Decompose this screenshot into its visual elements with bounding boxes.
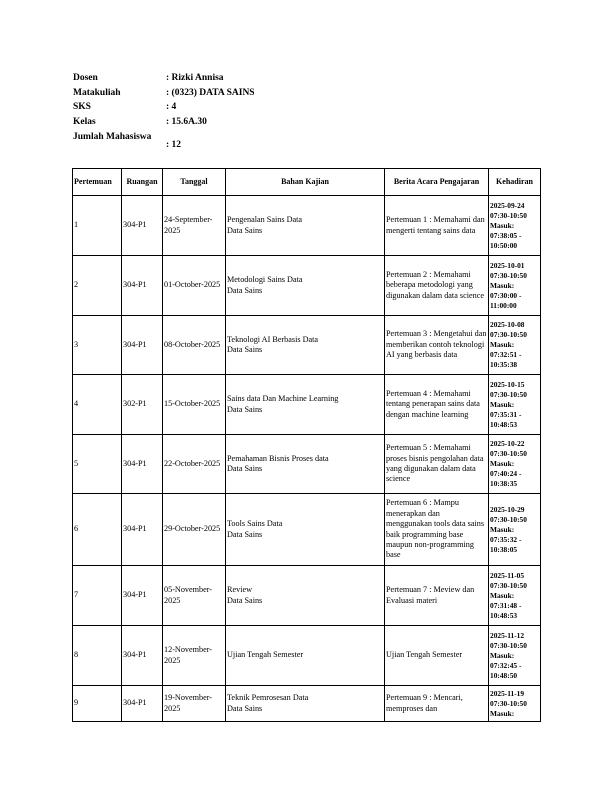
info-label: Kelas — [73, 116, 96, 127]
cell-bahan-kajian: Teknik Pemrosesan Data Data Sains — [226, 686, 385, 722]
cell-pertemuan: 3 — [73, 316, 122, 375]
cell-pertemuan: 7 — [73, 566, 122, 626]
cell-berita-acara: Pertemuan 5 : Memahami proses bisnis pengolahan data yang digunakan dalam data science — [385, 435, 489, 494]
attendance-table — [72, 168, 541, 722]
cell-ruangan: 304-P1 — [122, 256, 163, 316]
cell-pertemuan: 4 — [73, 375, 122, 435]
cell-kehadiran: 2025-09-24 07:30-10:50 Masuk: 07:38:05 - 10:50:00 — [489, 196, 541, 256]
table-row — [73, 375, 541, 435]
cell-berita-acara: Pertemuan 3 : Mengetahui dan memberikan contoh teknologi AI yang berbasis data — [385, 316, 489, 375]
cell-ruangan: 304-P1 — [122, 494, 163, 566]
cell-ruangan: 304-P1 — [122, 626, 163, 686]
cell-kehadiran: 2025-11-05 07:30-10:50 Masuk: 07:31:48 - 10:48:53 — [489, 566, 541, 626]
course-info — [73, 71, 255, 158]
cell-bahan-kajian: Review Data Sains — [226, 566, 385, 626]
cell-bahan-kajian: Pemahaman Bisnis Proses data Data Sains — [226, 435, 385, 494]
cell-ruangan: 304-P1 — [122, 196, 163, 256]
cell-bahan-kajian: Metodologi Sains Data Data Sains — [226, 256, 385, 316]
table-row — [73, 316, 541, 375]
info-value: : 15.6A.30 — [166, 116, 207, 127]
cell-tanggal: 29-October-2025 — [163, 494, 226, 566]
info-row-kelas — [73, 115, 255, 130]
cell-pertemuan: 8 — [73, 626, 122, 686]
cell-pertemuan: 2 — [73, 256, 122, 316]
cell-kehadiran: 2025-10-29 07:30-10:50 Masuk: 07:35:32 - 10:38:05 — [489, 494, 541, 566]
info-row-sks — [73, 100, 255, 115]
header-berita-acara: Berita Acara Pengajaran — [385, 169, 489, 196]
cell-ruangan: 302-P1 — [122, 375, 163, 435]
cell-tanggal: 05-November-2025 — [163, 566, 226, 626]
cell-kehadiran: 2025-10-15 07:30-10:50 Masuk: 07:35:31 - 10:48:53 — [489, 375, 541, 435]
cell-kehadiran: 2025-11-19 07:30-10:50 Masuk: — [489, 686, 541, 722]
cell-berita-acara: Pertemuan 6 : Mampu menerapkan dan menggunakan tools data sains baik programming base maupun non-programming base — [385, 494, 489, 566]
cell-berita-acara: Pertemuan 4 : Memahami tentang penerapan sains data dengan machine learning — [385, 375, 489, 435]
cell-pertemuan: 9 — [73, 686, 122, 722]
cell-berita-acara: Pertemuan 7 : Meview dan Evaluasi materi — [385, 566, 489, 626]
cell-tanggal: 01-October-2025 — [163, 256, 226, 316]
table-row — [73, 686, 541, 722]
cell-bahan-kajian: Tools Sains Data Data Sains — [226, 494, 385, 566]
cell-pertemuan: 6 — [73, 494, 122, 566]
cell-bahan-kajian: Sains data Dan Machine Learning Data Sains — [226, 375, 385, 435]
cell-kehadiran: 2025-11-12 07:30-10:50 Masuk: 07:32:45 - 10:48:50 — [489, 626, 541, 686]
cell-kehadiran: 2025-10-22 07:30-10:50 Masuk: 07:40:24 - 10:38:35 — [489, 435, 541, 494]
table-row — [73, 626, 541, 686]
cell-berita-acara: Ujian Tengah Semester — [385, 626, 489, 686]
table-row — [73, 566, 541, 626]
cell-berita-acara: Pertemuan 9 : Mencari, memproses dan — [385, 686, 489, 722]
header-pertemuan: Pertemuan — [73, 169, 122, 196]
info-label: Jumlah Mahasiswa — [73, 132, 152, 142]
table-row — [73, 196, 541, 256]
cell-tanggal: 19-November-2025 — [163, 686, 226, 722]
cell-ruangan: 304-P1 — [122, 566, 163, 626]
table-row — [73, 435, 541, 494]
cell-kehadiran: 2025-10-01 07:30-10:50 Masuk: 07:30:00 - 11:00:00 — [489, 256, 541, 316]
info-label: Dosen — [73, 73, 98, 83]
cell-bahan-kajian: Pengenalan Sains Data Data Sains — [226, 196, 385, 256]
info-value: : 12 — [166, 140, 182, 150]
cell-bahan-kajian: Teknologi AI Berbasis Data Data Sains — [226, 316, 385, 375]
cell-pertemuan: 5 — [73, 435, 122, 494]
header-ruangan: Ruangan — [122, 169, 163, 196]
cell-bahan-kajian: Ujian Tengah Semester — [226, 626, 385, 686]
table-body — [73, 196, 541, 722]
cell-ruangan: 304-P1 — [122, 435, 163, 494]
table-row — [73, 494, 541, 566]
info-value: : Rizki Annisa — [166, 73, 224, 83]
cell-pertemuan: 1 — [73, 196, 122, 256]
cell-kehadiran: 2025-10-08 07:30-10:50 Masuk: 07:32:51 - 10:35:38 — [489, 316, 541, 375]
table-header-row — [73, 169, 541, 196]
info-label: Matakuliah — [73, 87, 121, 98]
cell-ruangan: 304-P1 — [122, 686, 163, 722]
cell-berita-acara: Pertemuan 2 : Memahami beberapa metodologi yang digunakan dalam data science — [385, 256, 489, 316]
cell-ruangan: 304-P1 — [122, 316, 163, 375]
header-kehadiran: Kehadiran — [489, 169, 541, 196]
cell-tanggal: 24-September-2025 — [163, 196, 226, 256]
info-row-dosen — [73, 71, 255, 86]
cell-tanggal: 22-October-2025 — [163, 435, 226, 494]
info-row-matakuliah — [73, 86, 255, 101]
cell-tanggal: 08-October-2025 — [163, 316, 226, 375]
cell-tanggal: 12-November-2025 — [163, 626, 226, 686]
table-row — [73, 256, 541, 316]
header-bahan-kajian: Bahan Kajian — [226, 169, 385, 196]
info-value: : (0323) DATA SAINS — [166, 87, 255, 98]
info-value: : 4 — [166, 102, 177, 112]
cell-tanggal: 15-October-2025 — [163, 375, 226, 435]
cell-berita-acara: Pertemuan 1 : Memahami dan mengerti tentang sains data — [385, 196, 489, 256]
info-label: SKS — [73, 102, 91, 112]
header-tanggal: Tanggal — [163, 169, 226, 196]
info-row-jumlah — [73, 132, 255, 158]
